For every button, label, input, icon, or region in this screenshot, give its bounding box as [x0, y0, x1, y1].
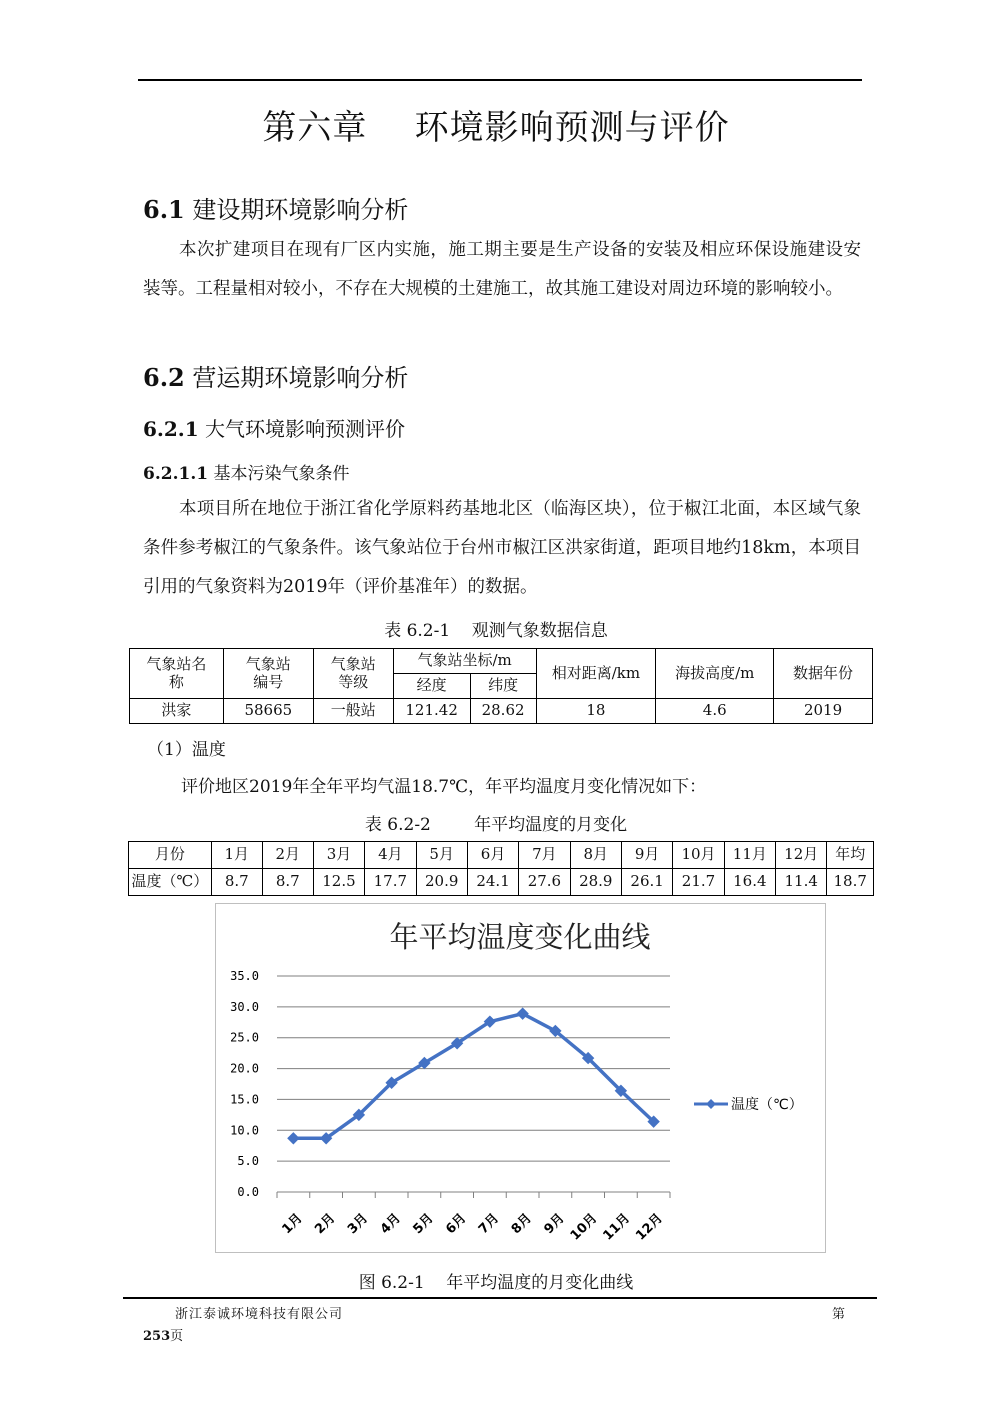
- x-tick-label: 6月: [443, 1210, 470, 1238]
- temperature-chart: [215, 903, 826, 1253]
- cell-station-name: 洪家: [130, 699, 224, 724]
- cell-latitude: 28.62: [470, 699, 536, 724]
- table-6-2-2-caption: 表 6.2-2 年平均温度的月变化: [364, 815, 628, 835]
- section-6-2-1-1-paragraph: 本项目所在地位于浙江省化学原料药基地北区（临海区块），位于椒江北面，本区域气象条件参考椒江的气象条件。该气象站位于台州市椒江区洪家街道，距项目地约18km，本项目引用的气象资料为2019年（评价基准年）的数据。: [143, 499, 861, 597]
- section-title: 基本污染气象条件: [213, 464, 350, 484]
- header-coordinates: 气象站坐标/m: [393, 649, 536, 674]
- footer-page-prefix: 第: [832, 1307, 846, 1322]
- series-line: [293, 1014, 653, 1139]
- section-title: 大气环境影响预测评价: [205, 417, 406, 441]
- temperature-value-cell: 24.1: [467, 869, 518, 896]
- x-tick-label: 3月: [344, 1210, 372, 1238]
- table-6-2-1-caption: 表 6.2-1 观测气象数据信息: [384, 621, 608, 641]
- y-tick-label: 35.0: [230, 969, 259, 983]
- section-6-1-heading: [143, 190, 408, 225]
- month-header-cell: 3月: [313, 842, 364, 869]
- month-header-cell: 1月: [211, 842, 262, 869]
- page-number: 253: [143, 1329, 171, 1344]
- row-label-temperature: 温度（℃）: [129, 869, 212, 896]
- y-tick-label: 15.0: [230, 1092, 259, 1107]
- section-6-2-1-heading: [143, 413, 405, 442]
- header-rule: [138, 79, 862, 81]
- section-title: 营运期环境影响分析: [192, 364, 409, 392]
- legend-marker: [706, 1099, 716, 1109]
- month-header-cell: 4月: [365, 842, 416, 869]
- x-tick-label: 4月: [377, 1210, 404, 1238]
- section-number: 6.2.1.1: [143, 464, 209, 484]
- temperature-value-cell: 28.9: [570, 869, 621, 896]
- month-header-cell: 年均: [827, 842, 874, 869]
- month-header-cell: 8月: [570, 842, 621, 869]
- header-station-grade: 气象站等级: [313, 649, 393, 699]
- cell-station-grade: 一般站: [313, 699, 393, 724]
- temperature-value-cell: 27.6: [519, 869, 570, 896]
- month-header-cell: 5月: [416, 842, 467, 869]
- cell-altitude: 4.6: [656, 699, 774, 724]
- y-tick-label: 25.0: [230, 1030, 259, 1045]
- temperature-subheading: （1）温度: [147, 740, 226, 760]
- weather-station-table: [129, 648, 873, 724]
- cell-distance: 18: [536, 699, 656, 724]
- data-point-marker: [288, 1133, 299, 1144]
- cell-data-year: 2019: [774, 699, 873, 724]
- temperature-line-chart: [216, 904, 825, 1252]
- month-header-cell: 12月: [776, 842, 827, 869]
- temperature-value-cell: 8.7: [211, 869, 262, 896]
- chart-title: 年平均温度变化曲线: [389, 920, 651, 954]
- table-row: [130, 699, 873, 724]
- section-6-2-heading: [143, 358, 408, 393]
- chapter-title: 第六章 环境影响预测与评价: [262, 108, 730, 148]
- x-tick-label: 12月: [633, 1210, 666, 1244]
- header-latitude: 纬度: [470, 674, 536, 699]
- header-altitude: 海拔高度/m: [656, 649, 774, 699]
- row-label-month: 月份: [129, 842, 212, 869]
- section-6-1-paragraph: 本次扩建项目在现有厂区内实施，施工期主要是生产设备的安装及相应环保设施建设安装等。工程量相对较小，不存在大规模的土建施工，故其施工建设对周边环境的影响较小。: [143, 240, 861, 299]
- y-tick-label: 30.0: [230, 999, 259, 1014]
- month-header-cell: 2月: [262, 842, 313, 869]
- temperature-value-cell: 26.1: [621, 869, 672, 896]
- header-station-id: 气象站编号: [223, 649, 313, 699]
- footer-page-number: [143, 1325, 183, 1344]
- section-number: 6.2: [143, 363, 185, 392]
- footer-company: 浙江泰诚环境科技有限公司: [175, 1307, 344, 1322]
- x-tick-label: 2月: [312, 1210, 339, 1238]
- x-tick-label: 11月: [600, 1210, 634, 1244]
- month-header-cell: 6月: [467, 842, 518, 869]
- section-number: 6.1: [143, 195, 185, 224]
- cell-station-id: 58665: [223, 699, 313, 724]
- legend-label: 温度（℃）: [731, 1097, 803, 1113]
- temperature-value-cell: 20.9: [416, 869, 467, 896]
- month-header-cell: 10月: [673, 842, 724, 869]
- monthly-temperature-table: [128, 841, 874, 896]
- temperature-value-cell: 11.4: [776, 869, 827, 896]
- y-tick-label: 10.0: [230, 1123, 259, 1138]
- temperature-value-cell: 21.7: [673, 869, 724, 896]
- x-tick-label: 10月: [567, 1210, 601, 1244]
- month-header-cell: 9月: [621, 842, 672, 869]
- x-tick-label: 5月: [410, 1210, 437, 1238]
- header-data-year: 数据年份: [774, 649, 873, 699]
- cell-longitude: 121.42: [393, 699, 470, 724]
- temperature-value-cell: 18.7: [827, 869, 874, 896]
- x-tick-label: 8月: [508, 1210, 535, 1238]
- temperature-value-cell: 8.7: [262, 869, 313, 896]
- temperature-value-cell: 12.5: [313, 869, 364, 896]
- temperature-value-cell: 17.7: [365, 869, 416, 896]
- section-number: 6.2.1: [143, 417, 199, 441]
- figure-6-2-1-caption: 图 6.2-1 年平均温度的月变化曲线: [358, 1273, 634, 1293]
- footer-rule: [123, 1297, 877, 1299]
- page-unit: 页: [170, 1329, 184, 1344]
- month-header-cell: 7月: [519, 842, 570, 869]
- month-header-cell: 11月: [724, 842, 775, 869]
- y-tick-label: 0.0: [237, 1185, 259, 1199]
- x-tick-label: 9月: [541, 1210, 568, 1238]
- x-tick-label: 7月: [475, 1210, 503, 1238]
- y-tick-label: 20.0: [230, 1061, 259, 1076]
- header-station-name: 气象站名称: [130, 649, 224, 699]
- header-longitude: 经度: [393, 674, 470, 699]
- x-tick-label: 1月: [279, 1210, 306, 1238]
- y-tick-label: 5.0: [237, 1154, 259, 1169]
- temperature-value-cell: 16.4: [724, 869, 775, 896]
- header-distance: 相对距离/km: [536, 649, 656, 699]
- section-title: 建设期环境影响分析: [192, 196, 409, 224]
- temperature-paragraph: 评价地区2019年全年平均气温18.7℃，年平均温度月变化情况如下：: [181, 777, 707, 797]
- section-6-2-1-1-heading: [143, 459, 349, 484]
